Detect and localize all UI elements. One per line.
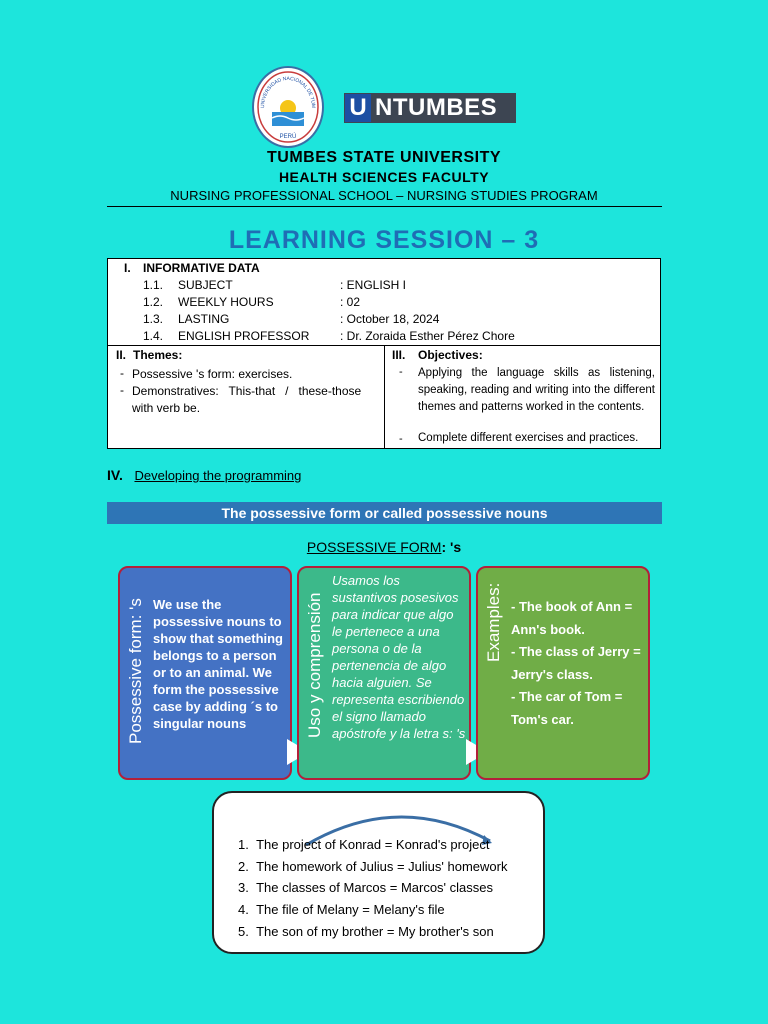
row-value: : ENGLISH I [340,278,407,292]
example-num: 5. [238,924,249,939]
faculty-name: HEALTH SCIENCES FACULTY [278,169,490,185]
bullet-dash: - [120,366,124,380]
example-line [238,859,507,874]
logo-letter: U [345,94,371,122]
definition-card [118,566,292,780]
section-iv-label: Developing the programming [134,468,302,483]
informative-heading: INFORMATIVE DATA [143,261,260,275]
possessive-form-label: POSSESSIVE FORM [306,539,442,555]
example-num: 2. [238,859,249,874]
bullet-dash: - [399,366,403,378]
example-num: 1. [238,837,249,852]
untumbes-logo [344,93,516,123]
seal-emblem-icon [254,68,322,146]
bullet-dash: - [120,383,124,397]
objective-item: Complete different exercises and practices. [418,432,639,444]
row-num: 1.3. [143,312,164,326]
section-iv [107,467,301,483]
card-vertical-label: Uso y comprensión [305,592,324,738]
example-text: The project of Konrad = Konrad's project [256,837,490,852]
examples-card [476,566,650,780]
possessive-form-suffix: : 's [441,539,462,555]
session-title: LEARNING SESSION – 3 [228,226,540,254]
objectives-heading: Objectives: [418,348,483,362]
example-item: - The book of Ann = Ann's book. [511,599,633,637]
themes-section [108,346,385,448]
example-line [238,924,494,939]
card-vertical-label: Possessive form: 's [126,598,145,744]
header-divider [107,206,662,207]
themes-num: II. [116,348,127,362]
possessive-form-title [0,539,768,555]
objectives-section [385,346,660,448]
row-num: 1.1. [143,278,164,292]
objective-item: Applying the language skills as listening, speaking, reading and writing into the different themes and patterns worked in the contents. [418,367,655,413]
example-item: - The car of Tom = Tom's car. [511,689,623,727]
row-label: LASTING [178,312,230,326]
theme-item: Possessive 's form: exercises. [132,367,293,381]
card-body: Usamos los sustantivos posesivos para indicar que algo le pertenece a una persona o de la pertenencia de algo hacia alguien. Se representa escribiendo el signo llamado apóstrofe y la letra s: 's [332,573,466,741]
section-iv-num: IV. [107,467,123,483]
seal-country: PERÚ [279,134,297,140]
examples-list [511,596,641,731]
usage-card [297,566,471,780]
example-line [238,837,489,852]
possessive-banner: The possessive form or called possessive nouns [107,502,662,524]
logo-text: NTUMBES [375,94,498,121]
informative-num: I. [124,261,131,275]
row-num: 1.4. [143,329,164,343]
example-line [238,880,493,895]
informative-section [108,259,660,346]
row-label: SUBJECT [178,278,233,292]
school-name: NURSING PROFESSIONAL SCHOOL – NURSING STUDIES PROGRAM [170,188,598,203]
informative-table [107,258,661,449]
seal-text: UNIVERSIDAD NACIONAL DE TUM [259,75,317,109]
examples-box [212,791,545,954]
example-text: The classes of Marcos = Marcos' classes [256,880,493,895]
example-text: The son of my brother = My brother's son [256,924,494,939]
row-label: ENGLISH PROFESSOR [178,329,310,343]
objectives-num: III. [392,348,406,362]
row-value: : Dr. Zoraida Esther Pérez Chore [340,329,515,343]
row-value: : October 18, 2024 [340,312,440,326]
bullet-dash: - [399,433,403,445]
example-num: 3. [238,880,249,895]
example-line [238,902,445,917]
theme-item: Demonstratives: This-that / these-those with verb be. [132,384,365,415]
example-text: The homework of Julius = Julius' homework [256,859,508,874]
university-name: TUMBES STATE UNIVERSITY [266,149,502,166]
row-value: : 02 [340,295,361,309]
card-vertical-label: Examples: [484,582,503,662]
example-item: - The class of Jerry = Jerry's class. [511,644,641,682]
row-num: 1.2. [143,295,164,309]
example-num: 4. [238,902,249,917]
themes-heading: Themes: [133,348,183,362]
university-seal [252,66,324,148]
row-label: WEEKLY HOURS [178,295,274,309]
example-text: The file of Melany = Melany's file [256,902,445,917]
card-body: We use the possessive nouns to show that something belongs to a person or to an animal. We form the possessive case by adding ´s to singular nouns [153,597,283,731]
